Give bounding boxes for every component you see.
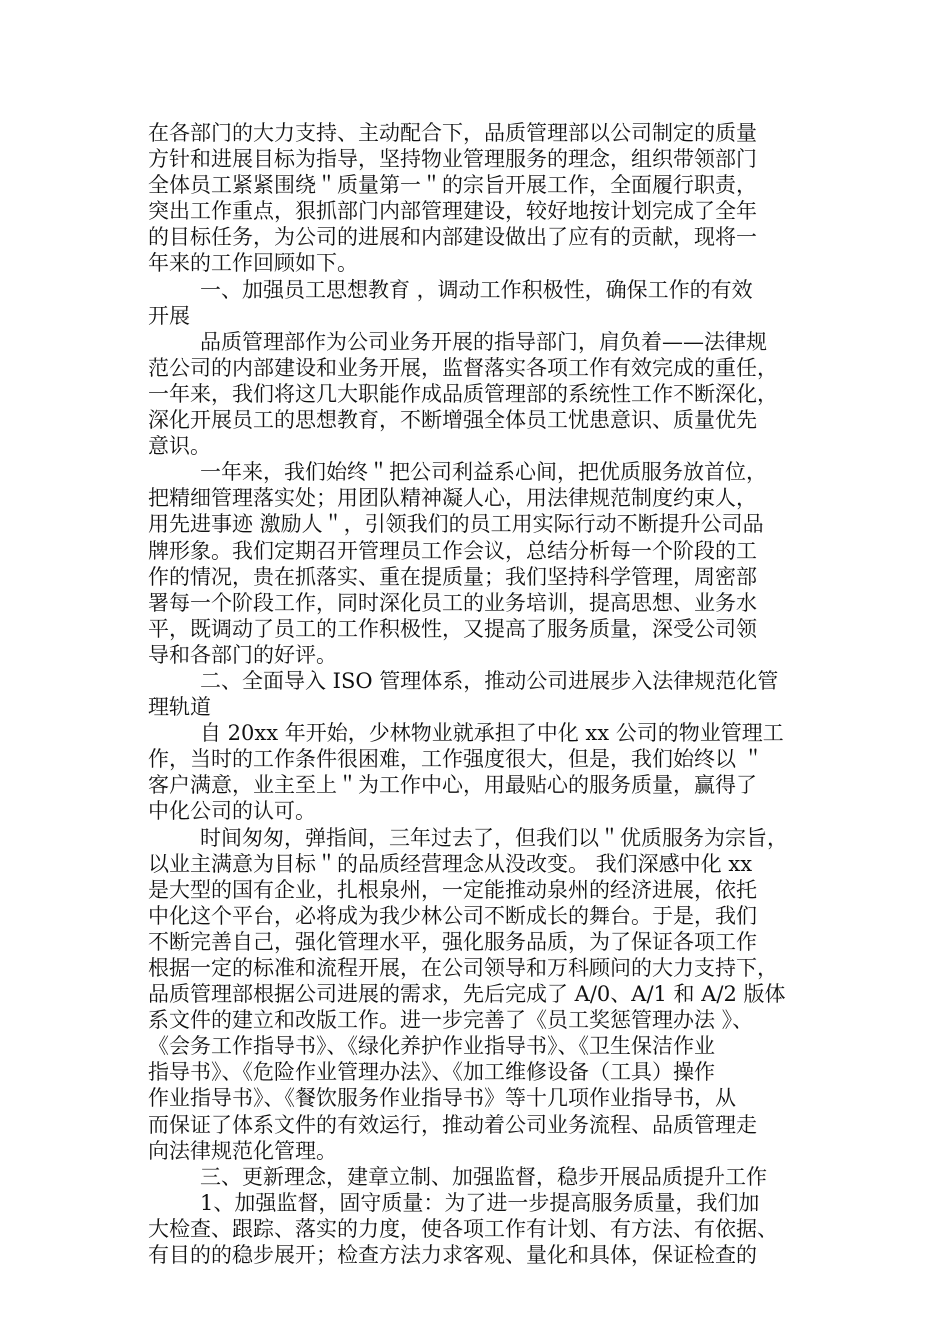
paragraph-start: 一年来，我们始终＂把公司利益系心间，把优质服务放首位， bbox=[200, 460, 767, 485]
text-line: 是大型的国有企业，扎根泉州，一定能推动泉州的经济进展，依托 bbox=[148, 877, 757, 902]
text-line: 把精细管理落实处；用团队精神凝人心，用法律规范制度约束人， bbox=[148, 486, 757, 511]
text-line: 大检查、跟踪、落实的力度，使各项工作有计划、有方法、有依据、 bbox=[148, 1216, 778, 1241]
text-line: 署每一个阶段工作，同时深化员工的业务培训，提高思想、业务水 bbox=[148, 590, 757, 615]
text-line: 系文件的建立和改版工作。进一步完善了《员工奖惩管理办法 》、 bbox=[148, 1008, 754, 1033]
text-line: 根据一定的标准和流程开展，在公司领导和万科顾问的大力支持下， bbox=[148, 956, 778, 980]
text-line: 的目标任务，为公司的进展和内部建设做出了应有的贡献，现将一 bbox=[148, 225, 757, 250]
paragraph-start: 自 20xx 年开始，少林物业就承担了中化 xx 公司的物业管理工 bbox=[200, 721, 784, 746]
text-line: 年来的工作回顾如下。 bbox=[148, 251, 358, 276]
text-line: 用先进事迹 激励人＂，引领我们的员工用实际行动不断提升公司品 bbox=[148, 512, 764, 537]
paragraph-start: 1、加强监督，固守质量：为了进一步提高服务质量，我们加 bbox=[200, 1190, 760, 1215]
text-line: 品质管理部根据公司进展的需求，先后完成了 A/0、A/1 和 A/2 版体 bbox=[148, 982, 786, 1007]
text-line: 向法律规范化管理。 bbox=[148, 1138, 337, 1163]
text-line: 有目的的稳步展开；检查方法力求客观、量化和具体，保证检查的 bbox=[148, 1243, 757, 1268]
section-heading: 二、全面导入 ISO 管理体系，推动公司进展步入法律规范化管 bbox=[200, 668, 779, 693]
text-line: 《会务工作指导书》、《绿化养护作业指导书》、《卫生保洁作业 bbox=[148, 1034, 715, 1059]
text-line: 作，当时的工作条件很困难，工作强度很大，但是，我们始终以 ＂ bbox=[148, 747, 764, 772]
text-line: 意识。 bbox=[148, 434, 211, 459]
paragraph-start: 时间匆匆，弹指间，三年过去了，但我们以＂优质服务为宗旨， bbox=[200, 825, 788, 850]
text-line: 客户满意，业主至上＂为工作中心，用最贴心的服务质量，赢得了 bbox=[148, 773, 757, 798]
text-line: 不断完善自己，强化管理水平，强化服务品质，为了保证各项工作 bbox=[148, 929, 757, 954]
paragraph-start: 品质管理部作为公司业务开展的指导部门，肩负着——法律规 bbox=[200, 329, 767, 354]
text-line: 中化公司的认可。 bbox=[148, 799, 316, 824]
text-line: 作的情况，贵在抓落实、重在提质量；我们坚持科学管理，周密部 bbox=[148, 564, 757, 589]
text-line: 牌形象。我们定期召开管理员工作会议，总结分析每一个阶段的工 bbox=[148, 538, 757, 563]
text-line: 在各部门的大力支持、主动配合下，品质管理部以公司制定的质量 bbox=[148, 121, 757, 145]
text-line: 一年来，我们将这几大职能作成品质管理部的系统性工作不断深化， bbox=[148, 381, 778, 406]
section-heading: 三、更新理念，建章立制、加强监督，稳步开展品质提升工作 bbox=[200, 1164, 767, 1189]
text-line: 而保证了体系文件的有效运行，推动着公司业务流程、品质管理走 bbox=[148, 1112, 757, 1137]
section-heading-cont: 理轨道 bbox=[148, 695, 211, 720]
section-heading-cont: 开展 bbox=[148, 303, 190, 328]
section-heading: 一、加强员工思想教育 ，调动工作积极性，确保工作的有效 bbox=[200, 277, 753, 302]
text-line: 范公司的内部建设和业务开展，监督落实各项工作有效完成的重任， bbox=[148, 355, 778, 380]
text-line: 深化开展员工的思想教育，不断增强全体员工忧患意识、质量优先 bbox=[148, 408, 757, 433]
text-line: 突出工作重点，狠抓部门内部管理建设，较好地按计划完成了全年 bbox=[148, 199, 757, 224]
text-line: 指导书》、《危险作业管理办法》、《加工维修设备（工具）操作 bbox=[148, 1060, 715, 1085]
text-line: 方针和进展目标为指导，坚持物业管理服务的理念，组织带领部门 bbox=[148, 147, 757, 172]
text-line: 中化这个平台，必将成为我少林公司不断成长的舞台。于是，我们 bbox=[148, 903, 757, 928]
text-line: 平，既调动了员工的工作积极性，又提高了服务质量，深受公司领 bbox=[148, 616, 757, 641]
text-line: 以业主满意为目标＂的品质经营理念从没改变。 我们深感中化 xx bbox=[148, 851, 753, 876]
text-line: 作业指导书》、《餐饮服务作业指导书》等十几项作业指导书，从 bbox=[148, 1086, 736, 1111]
text-line: 导和各部门的好评。 bbox=[148, 642, 337, 667]
document-body bbox=[148, 120, 828, 1268]
text-line: 全体员工紧紧围绕＂质量第一＂的宗旨开展工作，全面履行职责， bbox=[148, 173, 757, 198]
